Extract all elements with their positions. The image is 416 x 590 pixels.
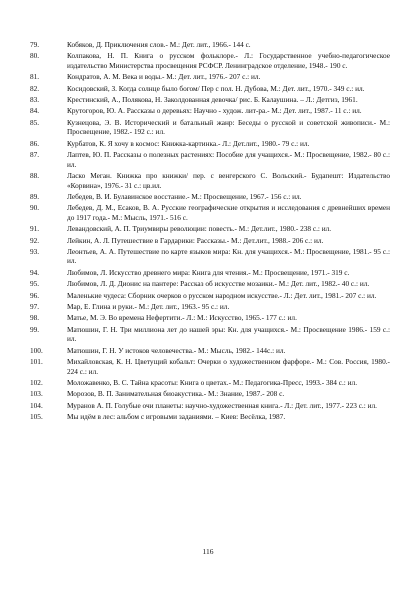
bibliography-entry — [30, 268, 390, 278]
entry-number: 91. — [30, 224, 40, 234]
entry-number: 84. — [30, 106, 40, 116]
bibliography-entry — [30, 192, 390, 202]
entry-text: Матье, М. Э. Во времена Нефертити.- Л.: М.: Искусство, 1965.- 177 с.: ил. — [67, 313, 297, 323]
page-number: 116 — [202, 547, 214, 556]
bibliography-list — [30, 40, 390, 424]
entry-text: Маленькие чудеса: Сборник очерков о русском народном искусстве.- Л.: Дет. лит., 1981.- 207 с.: ил. — [67, 290, 377, 300]
bibliography-entry — [30, 291, 390, 301]
bibliography-entry — [30, 171, 390, 190]
entry-text: Кузнецова, Э. В. Исторический и батальный жанр: Беседы о русской и советской живописи.- М.: Просвещение, 1982.- 192 с.: ил. — [67, 117, 390, 137]
bibliography-entry — [30, 106, 390, 116]
entry-number: 79. — [30, 40, 40, 49]
entry-number: 98. — [30, 313, 40, 323]
bibliography-entry — [30, 224, 390, 234]
entry-text: Любимов, Л. Искусство древнего мира: Книга для чтения.- М.: Просвещение, 1971.- 319 с. — [67, 267, 350, 277]
bibliography-entry — [30, 139, 390, 149]
bibliography-entry — [30, 118, 390, 137]
bibliography-entry — [30, 313, 390, 323]
entry-number: 100. — [30, 345, 43, 355]
bibliography-entry — [30, 401, 390, 411]
entry-text: Кобяков, Д. Приключения слов.- М.: Дет. лит., 1966.- 144 с. — [67, 40, 251, 49]
entry-text: Крестинский, А., Полякова, Н. Заколдованная девочка/ рис. Б. Калаушина. – Л.: Детгиз, 1961. — [67, 95, 358, 105]
bibliography-entry — [30, 84, 390, 94]
bibliography-entry — [30, 236, 390, 246]
bibliography-entry — [30, 325, 390, 344]
entry-number: 104. — [30, 400, 43, 410]
bibliography-entry — [30, 378, 390, 388]
entry-number: 86. — [30, 138, 40, 148]
entry-number: 92. — [30, 235, 40, 245]
bibliography-entry — [30, 72, 390, 82]
entry-text: Леонтьев, А. А. Путешествие по карте языков мира: Кн. для учащихся.- М.: Просвещение, 1981.- 95 с.: ил. — [67, 246, 390, 266]
bibliography-entry — [30, 389, 390, 399]
entry-text: Михайловская, К. Н. Цветущий кобальт: Очерки о художественном фарфоре.- М.: Сов. Россия, 1980.- 224 с.: ил. — [67, 357, 390, 376]
entry-number: 95. — [30, 279, 40, 289]
entry-number: 97. — [30, 302, 40, 312]
entry-text: Морозов, В. П. Занимательная биоакустика.- М.: Знание, 1987.- 208 с. — [67, 389, 285, 399]
entry-text: Колпакова, Н. П. Книга о русском фольклоре.- Л.: Государственное учебно-педагогическое издательство Министерства просвещения РСФСР. Ленинградское отделение, 1948.- 190 с. — [67, 51, 390, 70]
bibliography-entry — [30, 302, 390, 312]
entry-text: Лейкин, А. Л. Путешествие в Гардарики: Рассказы.- М.: Дет.лит., 1988.- 206 с.: ил. — [67, 235, 324, 245]
entry-text: Матюшин, Г. Н. Три миллиона лет до нашей эры: Кн. для учащихся.- М.: Просвещение 1986.- 159 с.: ил. — [67, 324, 390, 344]
bibliography-entry — [30, 357, 390, 376]
entry-text: Курбатов, К. Я хочу в космос: Книжка-картинка.- Л.: Дет.лит., 1980.- 79 с.: ил. — [67, 138, 310, 148]
entry-text: Моложавенко, В. С. Тайна красоты: Книга о цветах.- М.: Педагогика-Пресс, 1993.- 384 с.: ил. — [67, 377, 358, 387]
entry-number: 87. — [30, 150, 40, 160]
entry-number: 88. — [30, 171, 40, 181]
entry-number: 96. — [30, 290, 40, 300]
entry-number: 99. — [30, 324, 40, 334]
entry-number: 93. — [30, 246, 40, 256]
bibliography-entry — [30, 51, 390, 70]
entry-text: Крутогоров, Ю. А. Рассказы о деревьях: Научно - худож. лит-ра.- М.: Дет. лит., 1987.- 11 с.: ил. — [67, 106, 362, 116]
entry-text: Любимов, Л. Д. Дионис на пантере: Рассказ об искусстве мозаики.- М.: Дет. лит., 1982.- 40 с.: ил. — [67, 279, 370, 289]
entry-number: 85. — [30, 117, 40, 127]
entry-text: Муранов А. П. Голубые очи планеты: научно-художественная книга.- Л.: Дет. лит., 1977.- 223 с.: ил. — [67, 400, 377, 410]
entry-text: Матюшин, Г. Н. У истоков человечества.- М.: Мысль, 1982.- 144с.: ил. — [67, 345, 286, 355]
entry-text: Косидовский, З. Когда солнце было богом/ Пер с пол. Н. Дубова, М.: Дет. лит., 1970.- 349 с.: ил. — [67, 83, 365, 93]
entry-number: 81. — [30, 72, 40, 82]
entry-number: 90. — [30, 203, 40, 213]
entry-number: 80. — [30, 51, 40, 61]
bibliography-entry — [30, 412, 390, 422]
entry-text: Кондратов, А. М. Века и воды.- М.: Дет. лит., 1976.- 207 с.: ил. — [67, 72, 261, 82]
entry-text: Мар, Е. Глина и руки.- М.: Дет. лит., 1963.- 95 с.: ил. — [67, 302, 230, 312]
entry-text: Лаптев, Ю. П. Рассказы о полезных растениях: Пособие для учащихся.- М.: Просвещение, 1982.- 80 с.: ил. — [67, 150, 390, 169]
bibliography-entry — [30, 247, 390, 266]
bibliography-entry — [30, 150, 390, 169]
bibliography-entry — [30, 279, 390, 289]
entry-number: 83. — [30, 95, 40, 105]
bibliography-entry — [30, 346, 390, 356]
entry-text: Лебедев, В. И. Булавинское восстание.- М.: Просвещение, 1967.- 156 с.: ил. — [67, 191, 302, 201]
entry-number: 82. — [30, 83, 40, 93]
entry-text: Лебедев, Д. М., Есаков, В. А. Русские географические открытия и исследования с древнейших времен до 1917 года.- М.: Мысль, 1971.- 516 с. — [67, 203, 390, 222]
entry-number: 102. — [30, 377, 43, 387]
entry-number: 105. — [30, 412, 43, 422]
entry-number: 103. — [30, 389, 43, 399]
bibliography-entry — [30, 203, 390, 222]
entry-number: 89. — [30, 191, 40, 201]
entry-number: 94. — [30, 267, 40, 277]
entry-text: Левандовский, А. П. Триумвиры революции: повесть.- М.: Дет.лит., 1980.- 238 с.: ил. — [67, 224, 332, 234]
bibliography-entry — [30, 95, 390, 105]
entry-text: Мы идём в лес: альбом с игровыми заданиями. – Киев: Весёлка, 1987. — [67, 412, 286, 422]
entry-number: 101. — [30, 357, 43, 367]
bibliography-entry — [30, 40, 390, 50]
entry-text: Ласко Меган. Книжка про книжки/ пер. с венгерского С. Вольский.- Будапешт: Издательство «Корвина», 1976.- 31 с.: цв.ил. — [67, 171, 390, 190]
